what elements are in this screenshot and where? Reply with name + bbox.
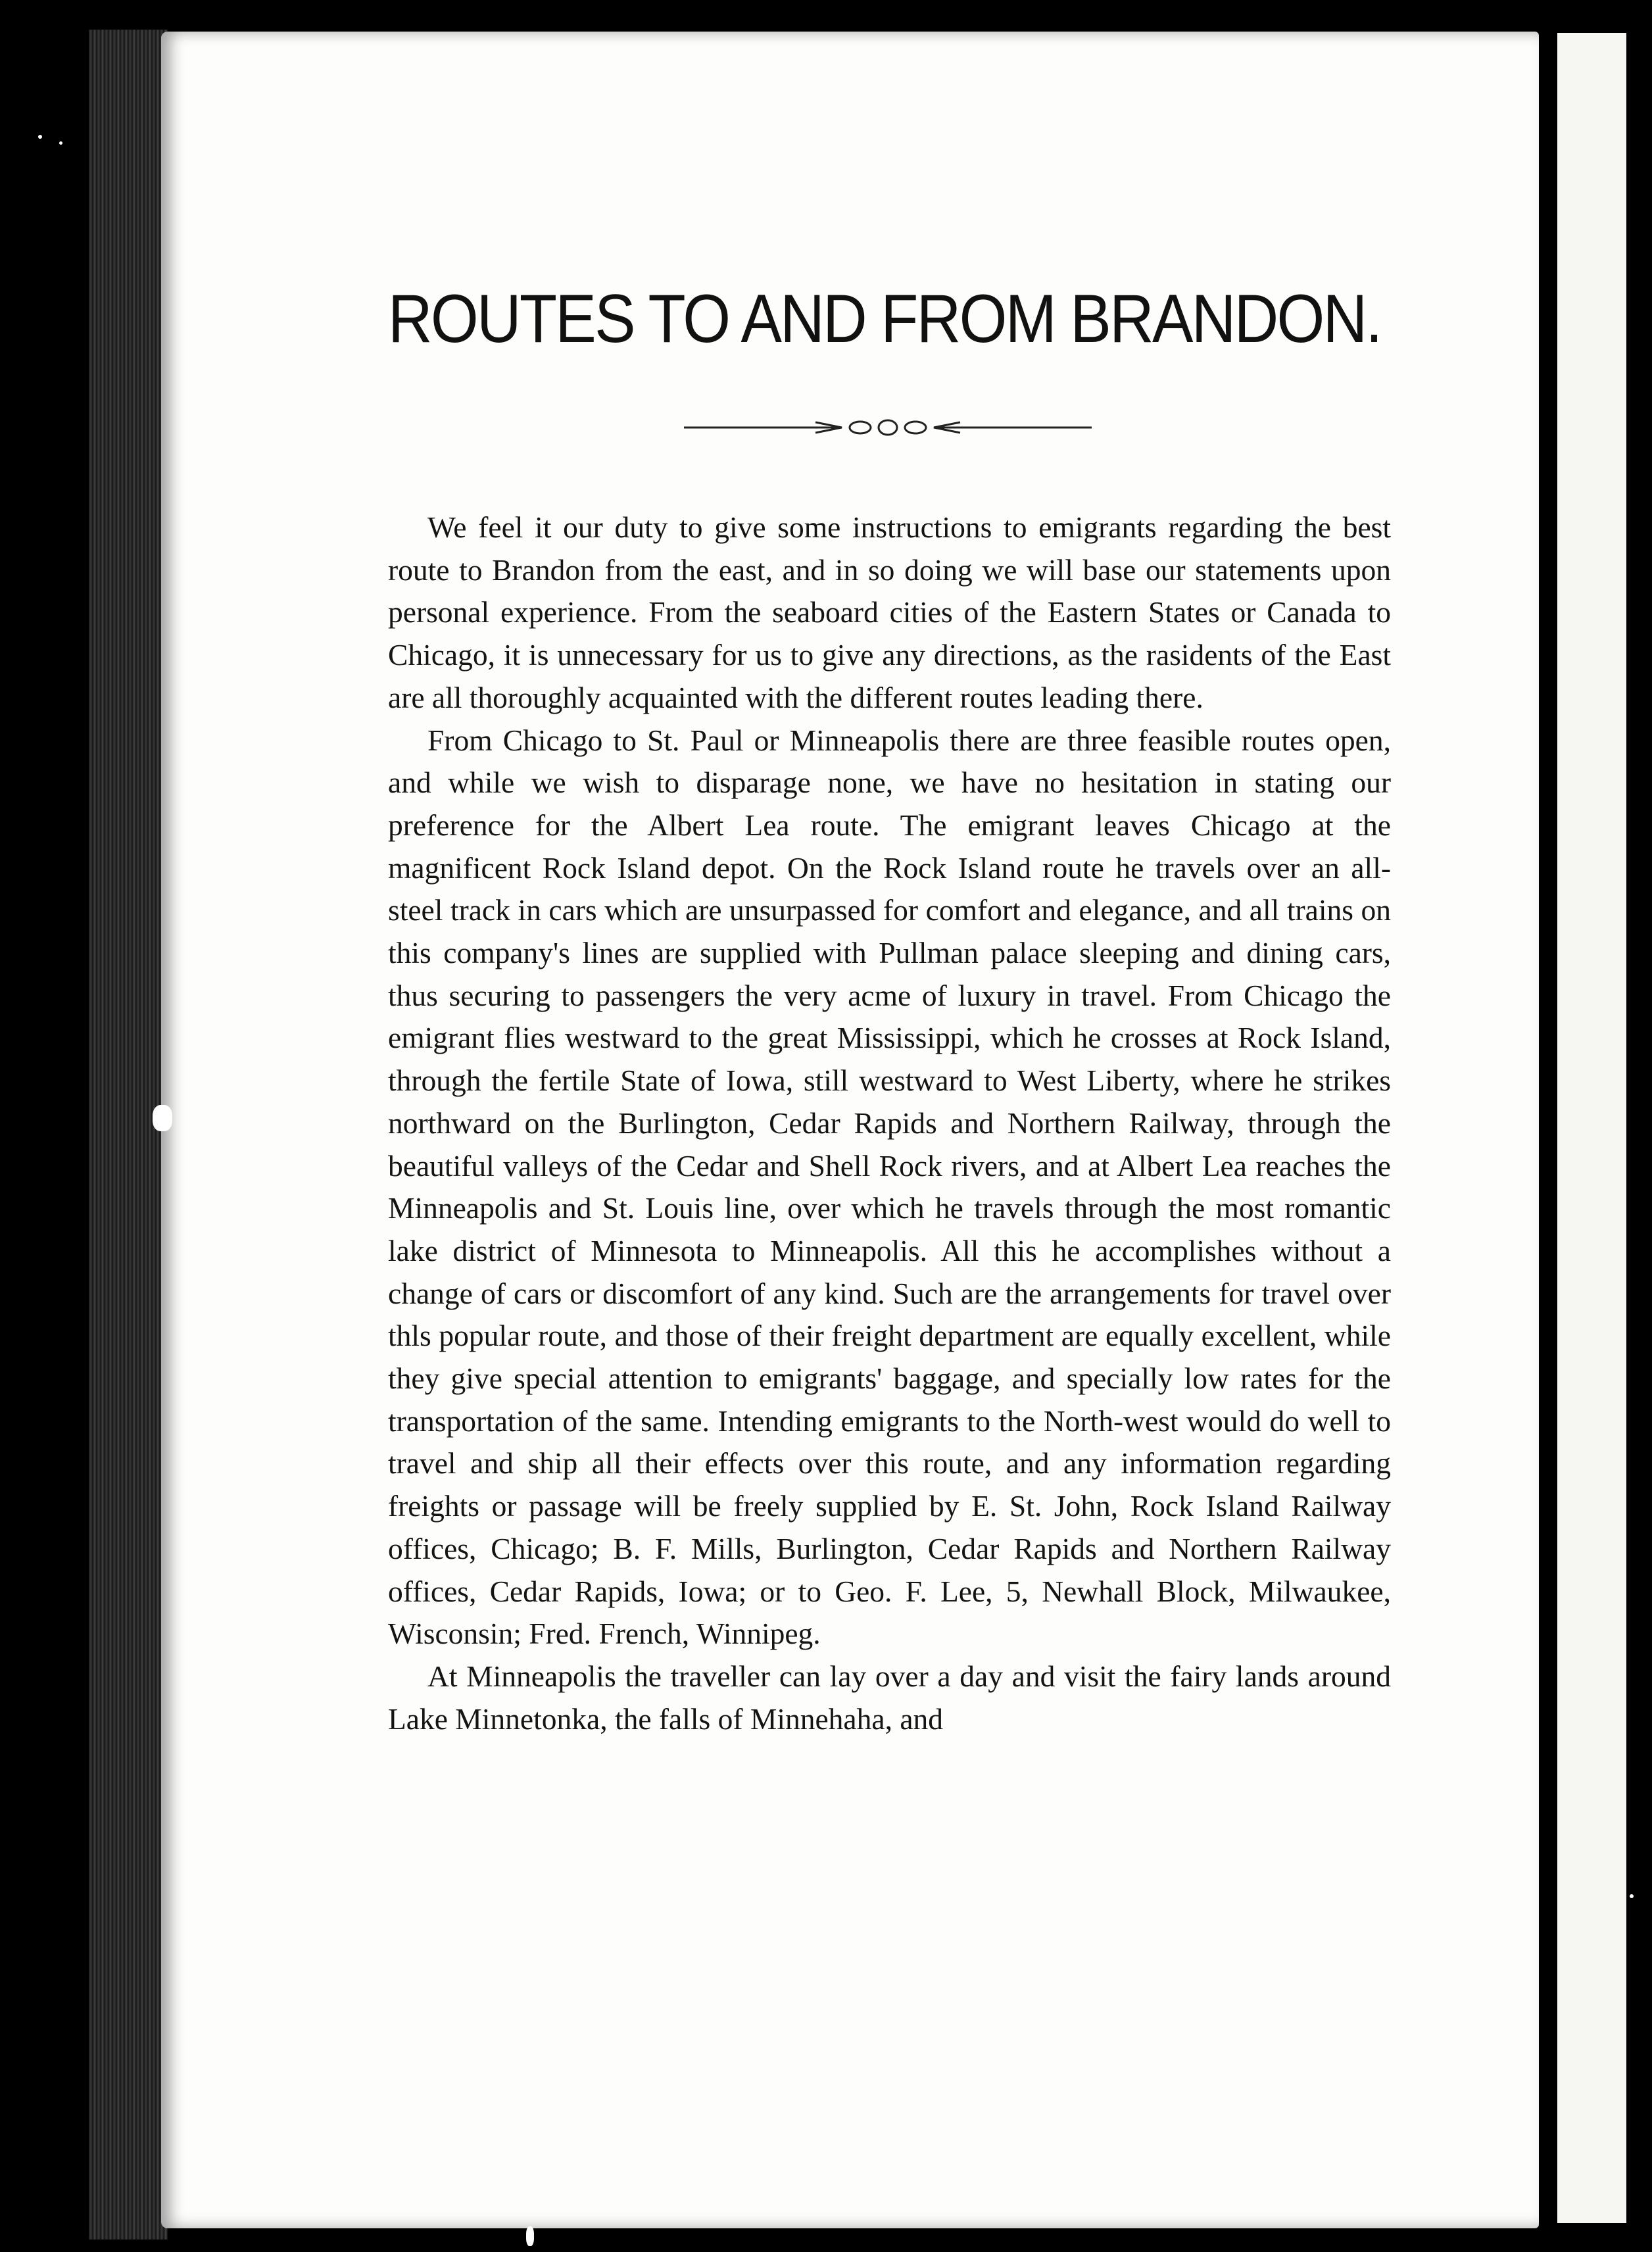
book-gutter: [1539, 30, 1557, 2233]
paragraph-intro: We feel it our duty to give some instructions to emigrants regarding the best route to Brandon from the east, and in so doing we will base our statements upon personal experience. From the seaboard cities of the Eastern States or Canada to Chicago, it is unnecessary for us to give any directions, as the rasidents of the East are all thoroughly acquainted with the different routes leading there.: [388, 510, 1391, 714]
body-text: [388, 506, 1391, 1740]
scroll-ornament-icon: [684, 414, 1092, 441]
book-page-edges: [89, 30, 168, 2240]
adjacent-page-sliver: [1557, 33, 1626, 2223]
paragraph-route: From Chicago to St. Paul or Minneapolis there are three feasible routes open, and while we wish to disparage none, we have no hesitation in stating our preference for the Albert Lea route. The emigrant leaves Chicago at the magnificent Rock Island depot. On the Rock Island route he travels over an all-steel track in cars which are unsurpassed for comfort and elegance, and all trains on this company's lines are supplied with Pullman palace sleeping and dining cars, thus securing to passengers the very acme of luxury in travel. From Chicago the emigrant flies westward to the great Mississippi, which he crosses at Rock Island, through the fertile State of Iowa, still westward to West Liberty, where he strikes northward on the Burlington, Cedar Rapids and Northern Railway, through the beautiful valleys of the Cedar and Shell Rock rivers, and at Albert Lea reaches the Minneapolis and St. Louis line, over which he travels through the most romantic lake district of Minnesota to Minneapolis. All this he accomplishes without a change of cars or discomfort of any kind. Such are the arrangements for travel over thls popular route, and those of their freight department are equally excellent, while they give special attention to emigrants' baggage, and specially low rates for the transportation of the same. Intending emigrants to the North-west would do well to travel and ship all their effects over this route, and any information regarding freights or passage will be freely supplied by E. St. John, Rock Island Railway offices, Chicago; B. F. Mills, Burlington, Cedar Rapids and Northern Railway offices, Cedar Rapids, Iowa; or to Geo. F. Lee, 5, Newhall Block, Milwaukee, Wisconsin; Fred. French, Winnipeg.: [388, 723, 1391, 1651]
page-title: ROUTES TO AND FROM BRANDON.: [388, 281, 1381, 357]
paragraph-minneapolis: At Minneapolis the traveller can lay over a day and visit the fairy lands around Lake Minnetonka, the falls of Minnehaha, and: [388, 1659, 1391, 1736]
